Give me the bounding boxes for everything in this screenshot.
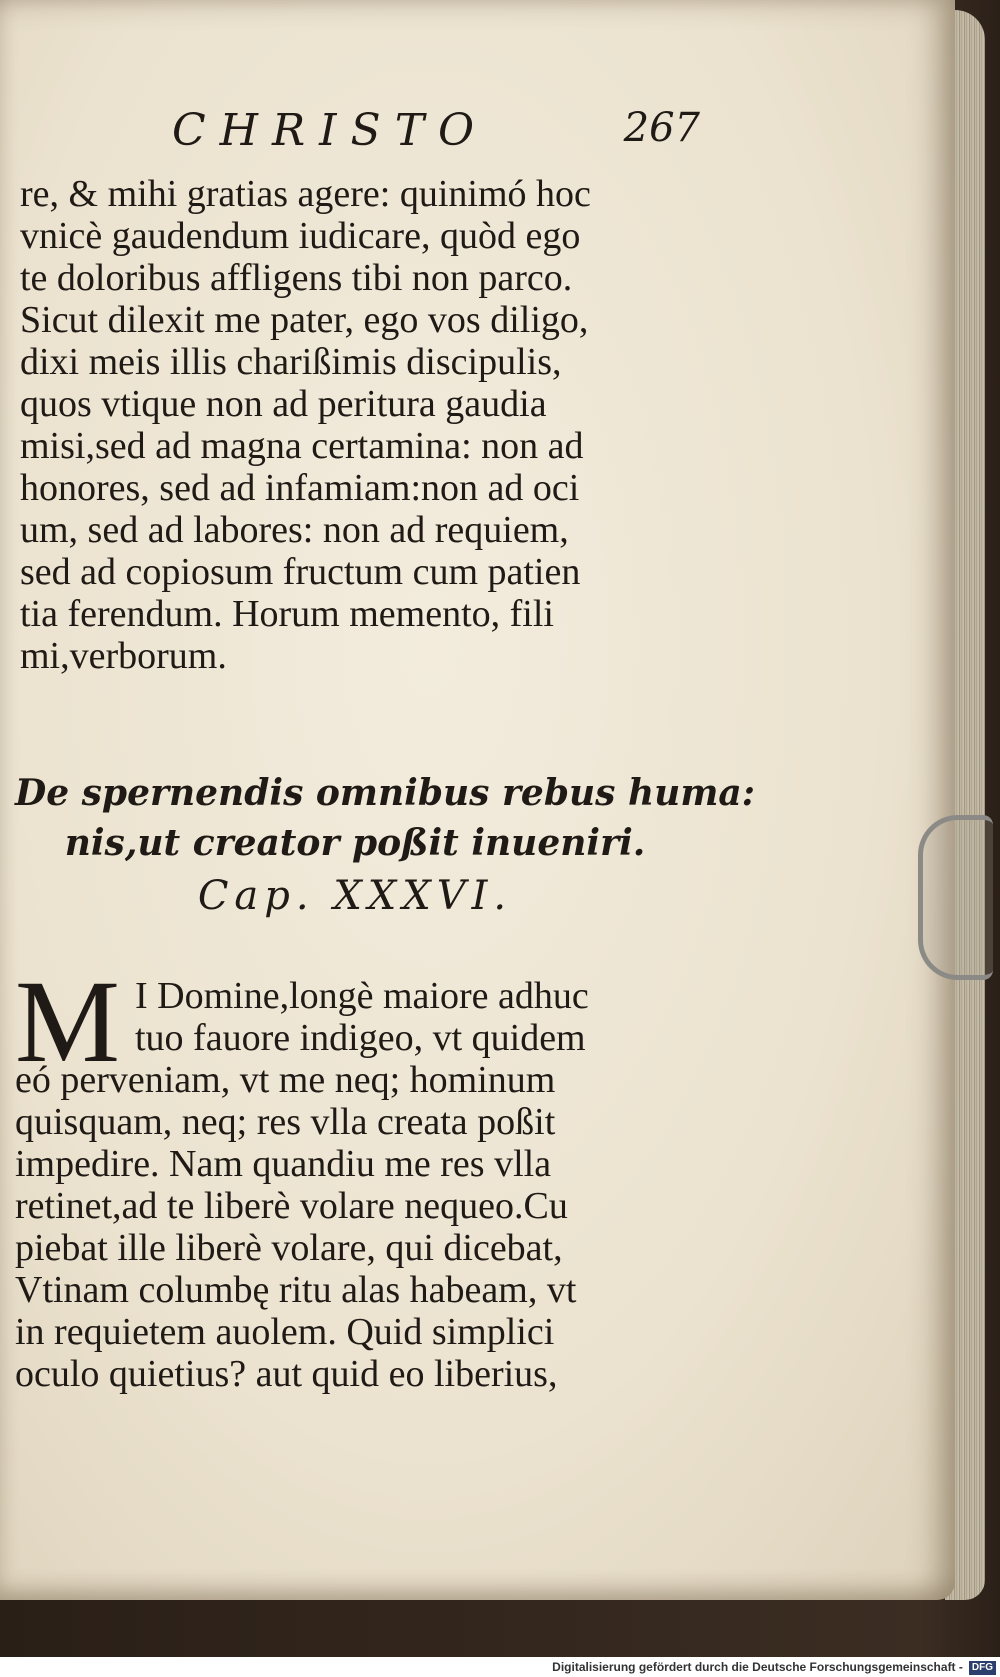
text-line: I Domine,longè maiore adhuc: [135, 975, 589, 1017]
text-line: quisquam, neq; res vlla creata poßit: [15, 1101, 556, 1143]
page-clip: [918, 815, 993, 980]
text-line: dixi meis illis charißimis discipulis,: [20, 341, 562, 383]
text-line: honores, sed ad infamiam:non ad oci: [20, 467, 580, 509]
text-line: Sicut dilexit me pater, ego vos diligo,: [20, 299, 589, 341]
text-line: tia ferendum. Horum memento, fili: [20, 593, 554, 635]
text-line: te doloribus affligens tibi non parco.: [20, 257, 573, 299]
text-line: retinet,ad te liberè volare nequeo.Cu: [15, 1185, 568, 1227]
page-header: [172, 105, 700, 165]
footer-credit: Digitalisierung gefördert durch die Deutsche Forschungsgemeinschaft -: [552, 1660, 963, 1674]
dfg-logo-icon: DFG: [969, 1661, 996, 1675]
text-line: re, & mihi gratias agere: quinimó hoc: [20, 173, 591, 215]
drop-cap: M: [15, 956, 120, 1087]
text-line: um, sed ad labores: non ad requiem,: [20, 509, 569, 551]
page-number: 267: [623, 105, 700, 151]
text-line: mi,verborum.: [20, 635, 227, 677]
text-line: vnicè gaudendum iudicare, quòd ego: [20, 215, 581, 257]
text-line: in requietem auolem. Quid simplici: [15, 1311, 555, 1353]
body-text-1: [20, 173, 690, 677]
text-line: misi,sed ad magna certamina: non ad: [20, 425, 584, 467]
digitization-footer: [0, 1657, 1000, 1677]
heading-line-1: De spernendis omnibus rebus huma:: [15, 772, 756, 814]
text-line: sed ad copiosum fructum cum patien: [20, 551, 581, 593]
text-line: quos vtique non ad peritura gaudia: [20, 383, 547, 425]
text-line: oculo quietius? aut quid eo liberius,: [15, 1353, 558, 1395]
chapter-number: Cap. XXXVI.: [197, 873, 513, 919]
running-title: CHRISTO: [172, 105, 489, 156]
text-line: piebat ille liberè volare, qui dicebat,: [15, 1227, 563, 1269]
text-line: Vtinam columbę ritu alas habeam, vt: [15, 1269, 577, 1311]
text-line: tuo fauore indigeo, vt quidem: [135, 1017, 586, 1059]
text-line: impedire. Nam quandiu me res vlla: [15, 1143, 552, 1185]
text-line: eó perveniam, vt me neq; hominum: [15, 1059, 556, 1101]
heading-line-2: nis,ut creator poßit inueniri.: [64, 822, 646, 864]
chapter-heading: [15, 768, 756, 924]
body-text-2: [15, 975, 685, 1395]
